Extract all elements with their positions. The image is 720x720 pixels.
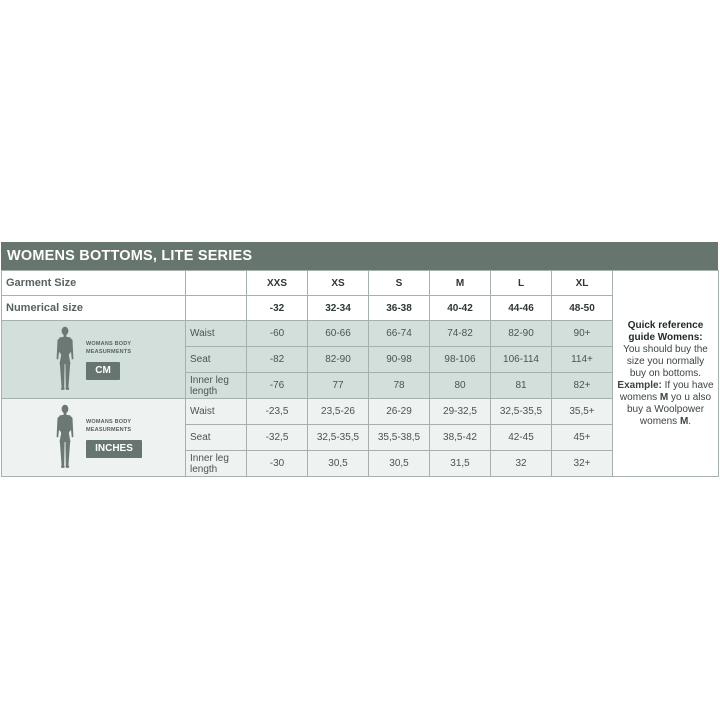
value-cell: 38,5-42 <box>430 425 491 451</box>
value-cell: -23,5 <box>247 399 308 425</box>
value-cell: -76 <box>247 373 308 399</box>
size-header: M <box>430 271 491 296</box>
measure-label: Waist <box>186 321 247 347</box>
measure-label: Seat <box>186 425 247 451</box>
value-cell: 32 <box>491 451 552 477</box>
value-cell: -30 <box>247 451 308 477</box>
woman-figure-icon <box>54 326 76 392</box>
value-cell: 35,5+ <box>552 399 613 425</box>
numerical-size: 44-46 <box>491 296 552 321</box>
measure-label: Inner leg length <box>186 373 247 399</box>
value-cell: 106-114 <box>491 347 552 373</box>
value-cell: 30,5 <box>369 451 430 477</box>
numerical-size: 40-42 <box>430 296 491 321</box>
value-cell: 35,5-38,5 <box>369 425 430 451</box>
numerical-size: -32 <box>247 296 308 321</box>
value-cell: 31,5 <box>430 451 491 477</box>
example-label: Example: <box>617 379 662 391</box>
value-cell: 82-90 <box>308 347 369 373</box>
size-table <box>1 270 719 477</box>
numerical-size-label: Numerical size <box>2 296 186 321</box>
value-cell: 23,5-26 <box>308 399 369 425</box>
value-cell: -82 <box>247 347 308 373</box>
value-cell: 32,5-35,5 <box>308 425 369 451</box>
measure-label: Inner leg length <box>186 451 247 477</box>
value-cell: 81 <box>491 373 552 399</box>
empty-cell <box>186 271 247 296</box>
value-cell: 78 <box>369 373 430 399</box>
cm-group-header <box>2 321 186 399</box>
table-row <box>2 399 719 425</box>
value-cell: 30,5 <box>308 451 369 477</box>
size-header: XS <box>308 271 369 296</box>
value-cell: -32,5 <box>247 425 308 451</box>
value-cell: 42-45 <box>491 425 552 451</box>
value-cell: 90+ <box>552 321 613 347</box>
size-header: XXS <box>247 271 308 296</box>
garment-size-row <box>2 271 719 296</box>
value-cell: 98-106 <box>430 347 491 373</box>
chart-title: WOMENS BOTTOMS, LITE SERIES <box>1 242 718 270</box>
inches-group-header <box>2 399 186 477</box>
quick-reference-title: Quick reference guide Womens: <box>627 319 704 343</box>
size-header: XL <box>552 271 613 296</box>
body-measurements-label: WOMANS BODY MEASURMENTS <box>86 418 132 433</box>
garment-size-label: Garment Size <box>2 271 186 296</box>
empty-cell <box>186 296 247 321</box>
value-cell: 66-74 <box>369 321 430 347</box>
value-cell: 29-32,5 <box>430 399 491 425</box>
numerical-size-row <box>2 296 719 321</box>
value-cell: 77 <box>308 373 369 399</box>
body-measurements-label: WOMANS BODY MEASURMENTS <box>86 340 132 355</box>
woman-figure-icon <box>54 404 76 470</box>
value-cell: 90-98 <box>369 347 430 373</box>
value-cell: 32,5-35,5 <box>491 399 552 425</box>
value-cell: 74-82 <box>430 321 491 347</box>
size-chart <box>1 242 718 477</box>
unit-badge-cm: CM <box>86 362 120 380</box>
unit-badge-inches: INCHES <box>86 440 142 458</box>
size-header: L <box>491 271 552 296</box>
quick-reference-text: You should buy the size you normally buy on bottoms. Example: If you have womens M yo u also buy a Woolpower womens M. <box>617 343 714 427</box>
numerical-size: 36-38 <box>369 296 430 321</box>
value-cell: 114+ <box>552 347 613 373</box>
size-header: S <box>369 271 430 296</box>
value-cell: 80 <box>430 373 491 399</box>
value-cell: 82-90 <box>491 321 552 347</box>
value-cell: 60-66 <box>308 321 369 347</box>
numerical-size: 48-50 <box>552 296 613 321</box>
table-row <box>2 321 719 347</box>
value-cell: 82+ <box>552 373 613 399</box>
measure-label: Waist <box>186 399 247 425</box>
quick-reference-guide <box>613 271 719 477</box>
value-cell: 26-29 <box>369 399 430 425</box>
numerical-size: 32-34 <box>308 296 369 321</box>
value-cell: -60 <box>247 321 308 347</box>
value-cell: 32+ <box>552 451 613 477</box>
value-cell: 45+ <box>552 425 613 451</box>
measure-label: Seat <box>186 347 247 373</box>
